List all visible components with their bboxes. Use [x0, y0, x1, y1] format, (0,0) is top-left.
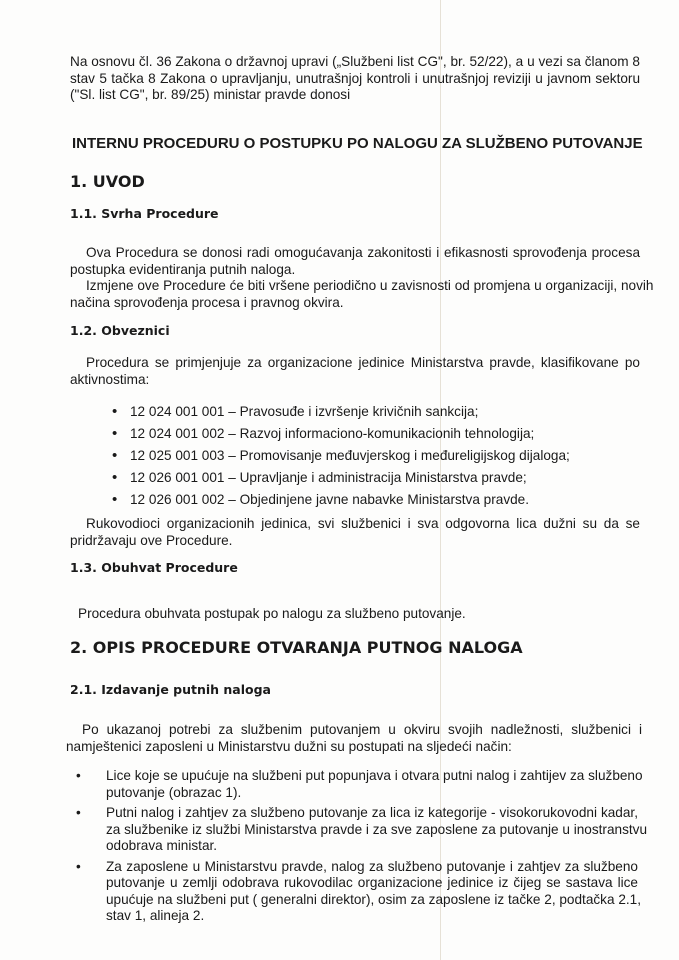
- intro-paragraph: [70, 54, 640, 104]
- line: Putni nalog i zahtjev za službeno putovanje za lica iz kategorije - visokorukovodni kadar,: [106, 805, 638, 820]
- line: pridržavaju ove Procedure.: [70, 532, 233, 548]
- section-1-2-heading: 1.2. Obveznici: [70, 323, 170, 338]
- line: upućuje na službeni put ( generalni direktor), osim za zaposlene iz tačke 2, podtačka 2.1,: [106, 891, 641, 907]
- issuance-paragraph: [66, 722, 642, 755]
- line: Po ukazanoj potrebi za službenim putovanjem u okviru svojih nadležnosti, službenici i: [82, 722, 642, 737]
- obligees-paragraph: [70, 355, 640, 388]
- line: Ova Procedura se donosi radi omogućavanja zakonitosti i efikasnosti sprovođenja procesa: [86, 245, 640, 260]
- line: Procedura se primjenjuje za organizacione jedinice Ministarstva pravde, klasifikovane po: [86, 355, 640, 370]
- list-item: • 12 024 001 001 – Pravosuđe i izvršenje krivičnih sankcija;: [112, 401, 582, 423]
- line: odobrava ministar.: [106, 838, 218, 853]
- document-title: INTERNU PROCEDURU O POSTUPKU PO NALOGU ZA SLUŽBENO PUTOVANJE: [72, 135, 643, 152]
- line: putovanje (obrazac 1).: [106, 784, 242, 800]
- bullet-icon: •: [76, 805, 81, 820]
- bullet-icon: •: [76, 858, 81, 874]
- list-item: [76, 768, 643, 801]
- list-item: [76, 858, 641, 925]
- list-item: • 12 026 001 001 – Upravljanje i administracija Ministarstva pravde;: [112, 467, 582, 489]
- line: za službenike iz službi Ministarstva pravde i za sve zaposlene za putovanje u inostranstvu: [106, 821, 648, 837]
- section-1-heading: 1. UVOD: [70, 172, 145, 191]
- line: Izmjene ove Procedure će biti vršene periodično u zavisnosti od promjena u organizaciji, novih: [86, 278, 654, 293]
- issuance-list: [76, 768, 648, 929]
- line: stav 5 tačka 8 Zakona o upravljanju, unutrašnjoj kontroli i unutrašnjoj reviziji u javnom sektoru: [70, 70, 640, 86]
- responsibility-paragraph: [70, 516, 640, 549]
- section-1-3-heading: 1.3. Obuhvat Procedure: [70, 560, 238, 575]
- line: ("Sl. list CG", br. 89/25) ministar pravde donosi: [70, 87, 351, 102]
- line: postupka evidentiranja putnih naloga.: [70, 261, 296, 277]
- section-1-1-heading: 1.1. Svrha Procedure: [70, 206, 219, 221]
- list-item: • 12 024 001 002 – Razvoj informaciono-komunikacionih tehnologija;: [112, 423, 582, 445]
- line: Procedura obuhvata postupak po nalogu za službeno putovanje.: [78, 606, 466, 621]
- line: načina sprovođenja procesa i pravnog okvira.: [70, 294, 344, 310]
- section-2-1-heading: 2.1. Izdavanje putnih naloga: [70, 682, 271, 697]
- section-2-heading: 2. OPIS PROCEDURE OTVARANJA PUTNOG NALOGA: [70, 638, 523, 657]
- bullet-icon: •: [76, 768, 81, 783]
- line: Za zaposlene u Ministarstvu pravde, nalog za službeno putovanje i zahtjev za službeno: [106, 858, 638, 874]
- line: namještenici zaposleni u Ministarstvu dužni su postupati na sljedeći način:: [66, 738, 512, 754]
- list-item: [76, 805, 648, 855]
- scope-paragraph: [78, 606, 648, 623]
- list-item: • 12 025 001 003 – Promovisanje međuvjerskog i međureligijskog dijaloga;: [112, 445, 582, 467]
- line: Rukovodioci organizacionih jedinica, svi službenici i sva odgovorna lica dužni su da se: [86, 516, 640, 531]
- line: putovanje u zemlji odobrava rukovodilac organizacione jedinice iz čijeg se sastava lice: [106, 875, 638, 890]
- line: Lice koje se upućuje na službeni put popunjava i otvara putni nalog i zahtijev za službeno: [106, 768, 643, 783]
- purpose-paragraph: [70, 245, 654, 311]
- line: Na osnovu čl. 36 Zakona o državnoj upravi („Službeni list CG", br. 52/22), a u vezi sa članom 8: [70, 54, 640, 69]
- line: stav 1, alineja 2.: [106, 908, 205, 923]
- activity-list: [112, 401, 582, 511]
- list-item: • 12 026 001 002 – Objedinjene javne nabavke Ministarstva pravde.: [112, 489, 582, 511]
- line: aktivnostima:: [70, 371, 150, 387]
